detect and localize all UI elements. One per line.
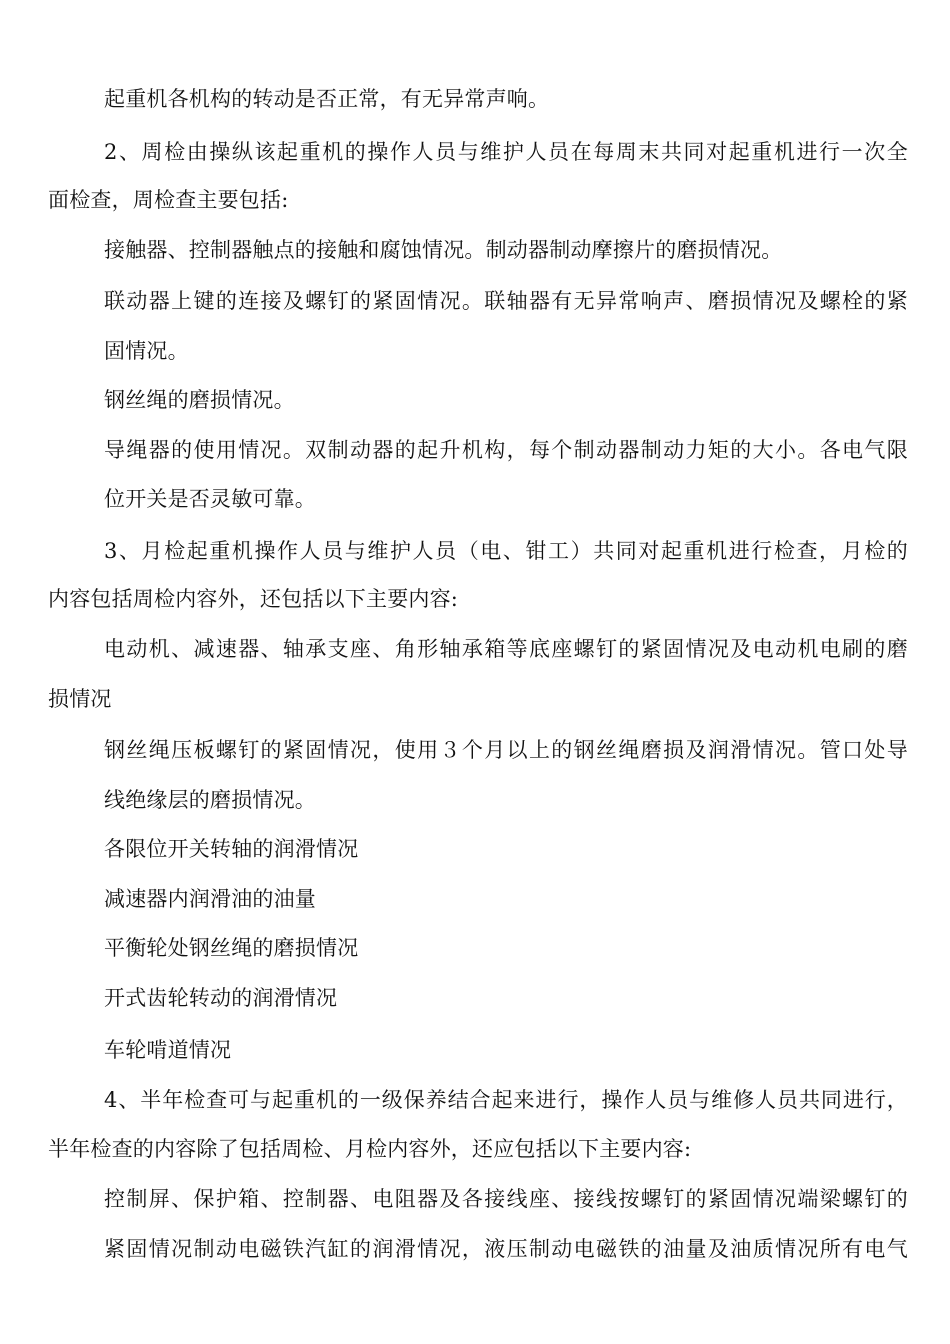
text-line-24: 紧固情况制动电磁铁汽缸的润滑情况，液压制动电磁铁的油量及油质情况所有电气 <box>104 1237 908 1261</box>
text-line-21: 4、半年检查可与起重机的一级保养结合起来进行，操作人员与维修人员共同进行， <box>104 1088 908 1112</box>
text-line-11: 内容包括周检内容外，还包括以下主要内容: <box>48 587 459 611</box>
text-line-10: 3、月检起重机操作人员与维护人员（电、钳工）共同对起重机进行检查，月检的 <box>104 539 908 563</box>
text-line-4: 接触器、控制器触点的接触和腐蚀情况。制动器制动摩擦片的磨损情况。 <box>104 238 783 262</box>
text-line-12: 电动机、减速器、轴承支座、角形轴承箱等底座螺钉的紧固情况及电动机电刷的磨 <box>104 637 908 661</box>
text-line-2: 2、周检由操纵该起重机的操作人员与维护人员在每周末共同对起重机进行一次全 <box>104 140 908 164</box>
text-line-16: 各限位开关转轴的润滑情况 <box>104 837 359 861</box>
text-line-6: 固情况。 <box>104 339 189 363</box>
text-line-17: 减速器内润滑油的油量 <box>104 887 316 911</box>
text-line-20: 车轮啃道情况 <box>104 1038 232 1062</box>
text-line-15: 线绝缘层的磨损情况。 <box>104 788 316 812</box>
text-line-22: 半年检查的内容除了包括周检、月检内容外，还应包括以下主要内容: <box>48 1137 692 1161</box>
text-line-18: 平衡轮处钢丝绳的磨损情况 <box>104 936 359 960</box>
text-line-3: 面检查，周检查主要包括: <box>48 188 289 212</box>
text-line-7: 钢丝绳的磨损情况。 <box>104 388 295 412</box>
text-line-14: 钢丝绳压板螺钉的紧固情况，使用３个月以上的钢丝绳磨损及润滑情况。管口处导 <box>104 738 908 762</box>
text-line-9: 位开关是否灵敏可靠。 <box>104 487 316 511</box>
text-line-8: 导绳器的使用情况。双制动器的起升机构，每个制动器制动力矩的大小。各电气限 <box>104 438 908 462</box>
text-line-5: 联动器上键的连接及螺钉的紧固情况。联轴器有无异常响声、磨损情况及螺栓的紧 <box>104 289 908 313</box>
text-line-23: 控制屏、保护箱、控制器、电阻器及各接线座、接线按螺钉的紧固情况端梁螺钉的 <box>104 1187 908 1211</box>
text-line-1: 起重机各机构的转动是否正常，有无异常声响。 <box>104 87 550 111</box>
text-line-19: 开式齿轮转动的润滑情况 <box>104 986 338 1010</box>
text-line-13: 损情况 <box>48 687 112 711</box>
